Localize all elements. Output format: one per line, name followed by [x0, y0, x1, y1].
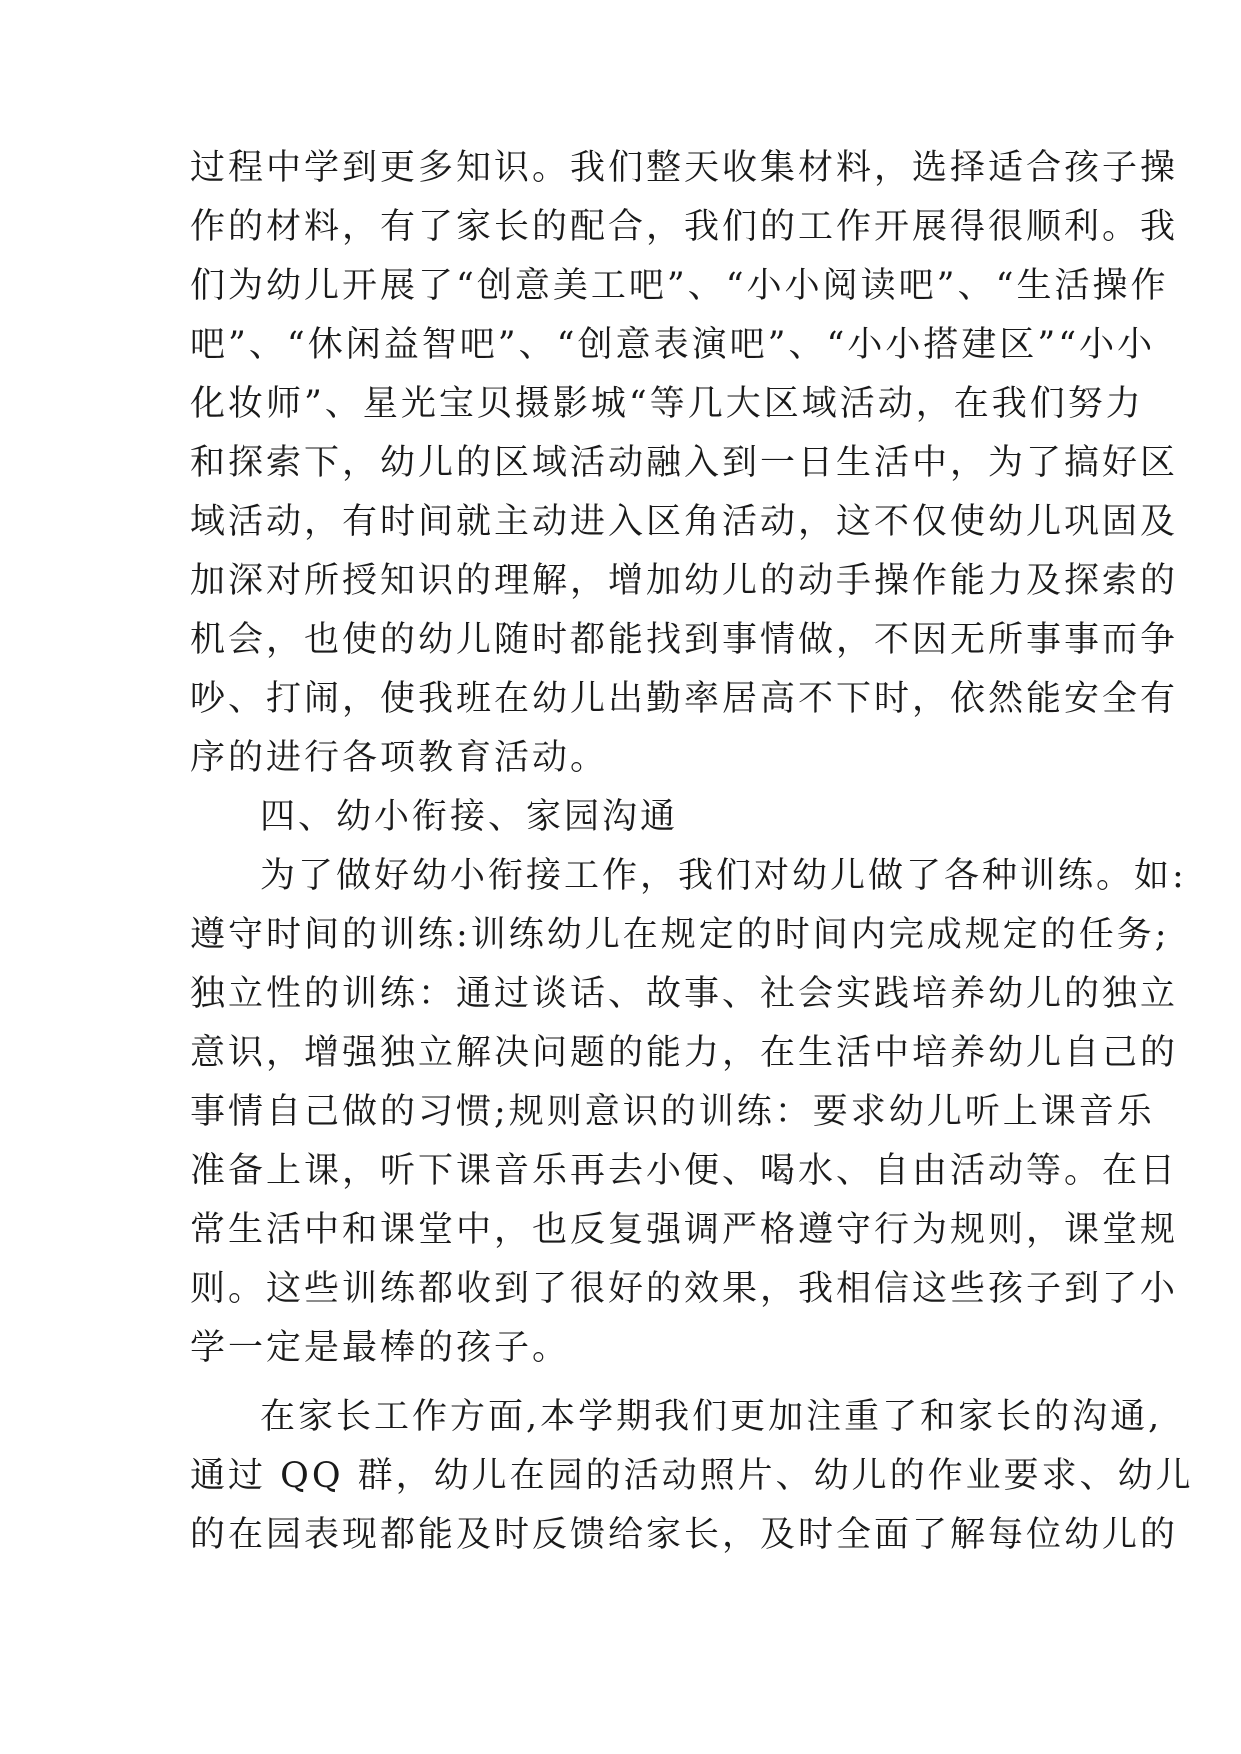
text-line: 通过 QQ 群，幼儿在园的活动照片、幼儿的作业要求、幼儿 — [190, 1456, 1194, 1496]
text-line: 吧”、“休闲益智吧”、“创意表演吧”、“小小搭建区”“小小 — [190, 325, 1156, 365]
text-line: 遵守时间的训练:训练幼儿在规定的时间内完成规定的任务; — [190, 915, 1170, 955]
text-line: 作的材料，有了家长的配合，我们的工作开展得很顺利。我 — [190, 207, 1179, 247]
text-line: 的在园表现都能及时反馈给家长，及时全面了解每位幼儿的 — [190, 1515, 1179, 1555]
text-line: 机会，也使的幼儿随时都能找到事情做，不因无所事事而争 — [190, 620, 1179, 660]
text-line: 化妆师”、星光宝贝摄影城“等几大区域活动，在我们努力 — [190, 384, 1144, 424]
text-line: 和探索下，幼儿的区域活动融入到一日生活中，为了搞好区 — [190, 443, 1179, 483]
text-line: 加深对所授知识的理解，增加幼儿的动手操作能力及探索的 — [190, 561, 1179, 601]
text-line: 吵、打闹，使我班在幼儿出勤率居高不下时，依然能安全有 — [190, 679, 1179, 719]
text-line: 学一定是最棒的孩子。 — [190, 1328, 571, 1368]
paragraph-parents — [190, 1388, 1194, 1565]
text-line: 意识，增强独立解决问题的能力，在生活中培养幼儿自己的 — [190, 1033, 1179, 1073]
section-heading: 四、幼小衔接、家园沟通 — [260, 797, 679, 837]
text-line: 常生活中和课堂中，也反复强调严格遵守行为规则，课堂规 — [190, 1210, 1179, 1250]
text-line: 事情自己做的习惯;规则意识的训练：要求幼儿听上课音乐 — [190, 1092, 1155, 1132]
text-line: 在家长工作方面,本学期我们更加注重了和家长的沟通, — [260, 1397, 1163, 1437]
text-line: 们为幼儿开展了“创意美工吧”、“小小阅读吧”、“生活操作 — [190, 266, 1169, 306]
text-line: 过程中学到更多知识。我们整天收集材料，选择适合孩子操 — [190, 148, 1179, 188]
paragraph-continued — [190, 139, 1179, 788]
text-line: 独立性的训练：通过谈话、故事、社会实践培养幼儿的独立 — [190, 974, 1179, 1014]
text-line: 为了做好幼小衔接工作，我们对幼儿做了各种训练。如: — [260, 856, 1187, 896]
text-line: 则。这些训练都收到了很好的效果，我相信这些孩子到了小 — [190, 1269, 1179, 1309]
text-line: 域活动，有时间就主动进入区角活动，这不仅使幼儿巩固及 — [190, 502, 1179, 542]
text-line: 序的进行各项教育活动。 — [190, 738, 609, 778]
paragraph-transition — [190, 847, 1187, 1378]
document-body — [190, 139, 1194, 1565]
text-line: 准备上课，听下课音乐再去小便、喝水、自由活动等。在日 — [190, 1151, 1179, 1191]
